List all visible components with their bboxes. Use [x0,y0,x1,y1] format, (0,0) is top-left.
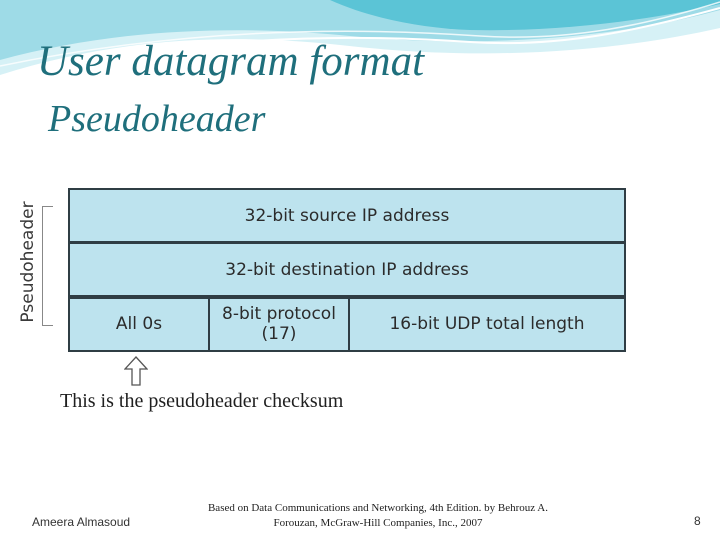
footer-source-line1: Based on Data Communications and Networking, 4th Edition. by Behrouz A. [207,502,549,514]
slide-title: User datagram format [37,38,425,85]
protocol-field [210,299,350,350]
diagram-caption: This is the pseudoheader checksum [60,390,344,412]
source-ip-label: 32-bit source IP address [244,205,450,226]
zeros-label: All 0s [115,313,163,334]
udp-length-label: 16-bit UDP total length [389,313,585,334]
pseudoheader-side-label: Pseudoheader [18,201,38,323]
footer-author: Ameera Almasoud [32,515,131,529]
slide-subtitle: Pseudoheader [48,98,266,140]
pseudoheader-bracket [42,206,53,326]
protocol-label: 8-bit protocol [222,303,336,324]
destination-ip-field [68,242,626,297]
protocol-value: (17) [261,323,297,344]
footer-source [172,501,584,531]
source-ip-field [68,188,626,243]
zeros-field [70,299,210,350]
footer-source-line2: Forouzan, McGraw-Hill Companies, Inc., 2007 [273,516,483,529]
slide-number: 8 [694,514,701,528]
destination-ip-label: 32-bit destination IP address [225,259,469,280]
udp-length-field [350,299,624,350]
protocol-length-row [68,297,626,352]
up-arrow-icon [124,356,148,386]
